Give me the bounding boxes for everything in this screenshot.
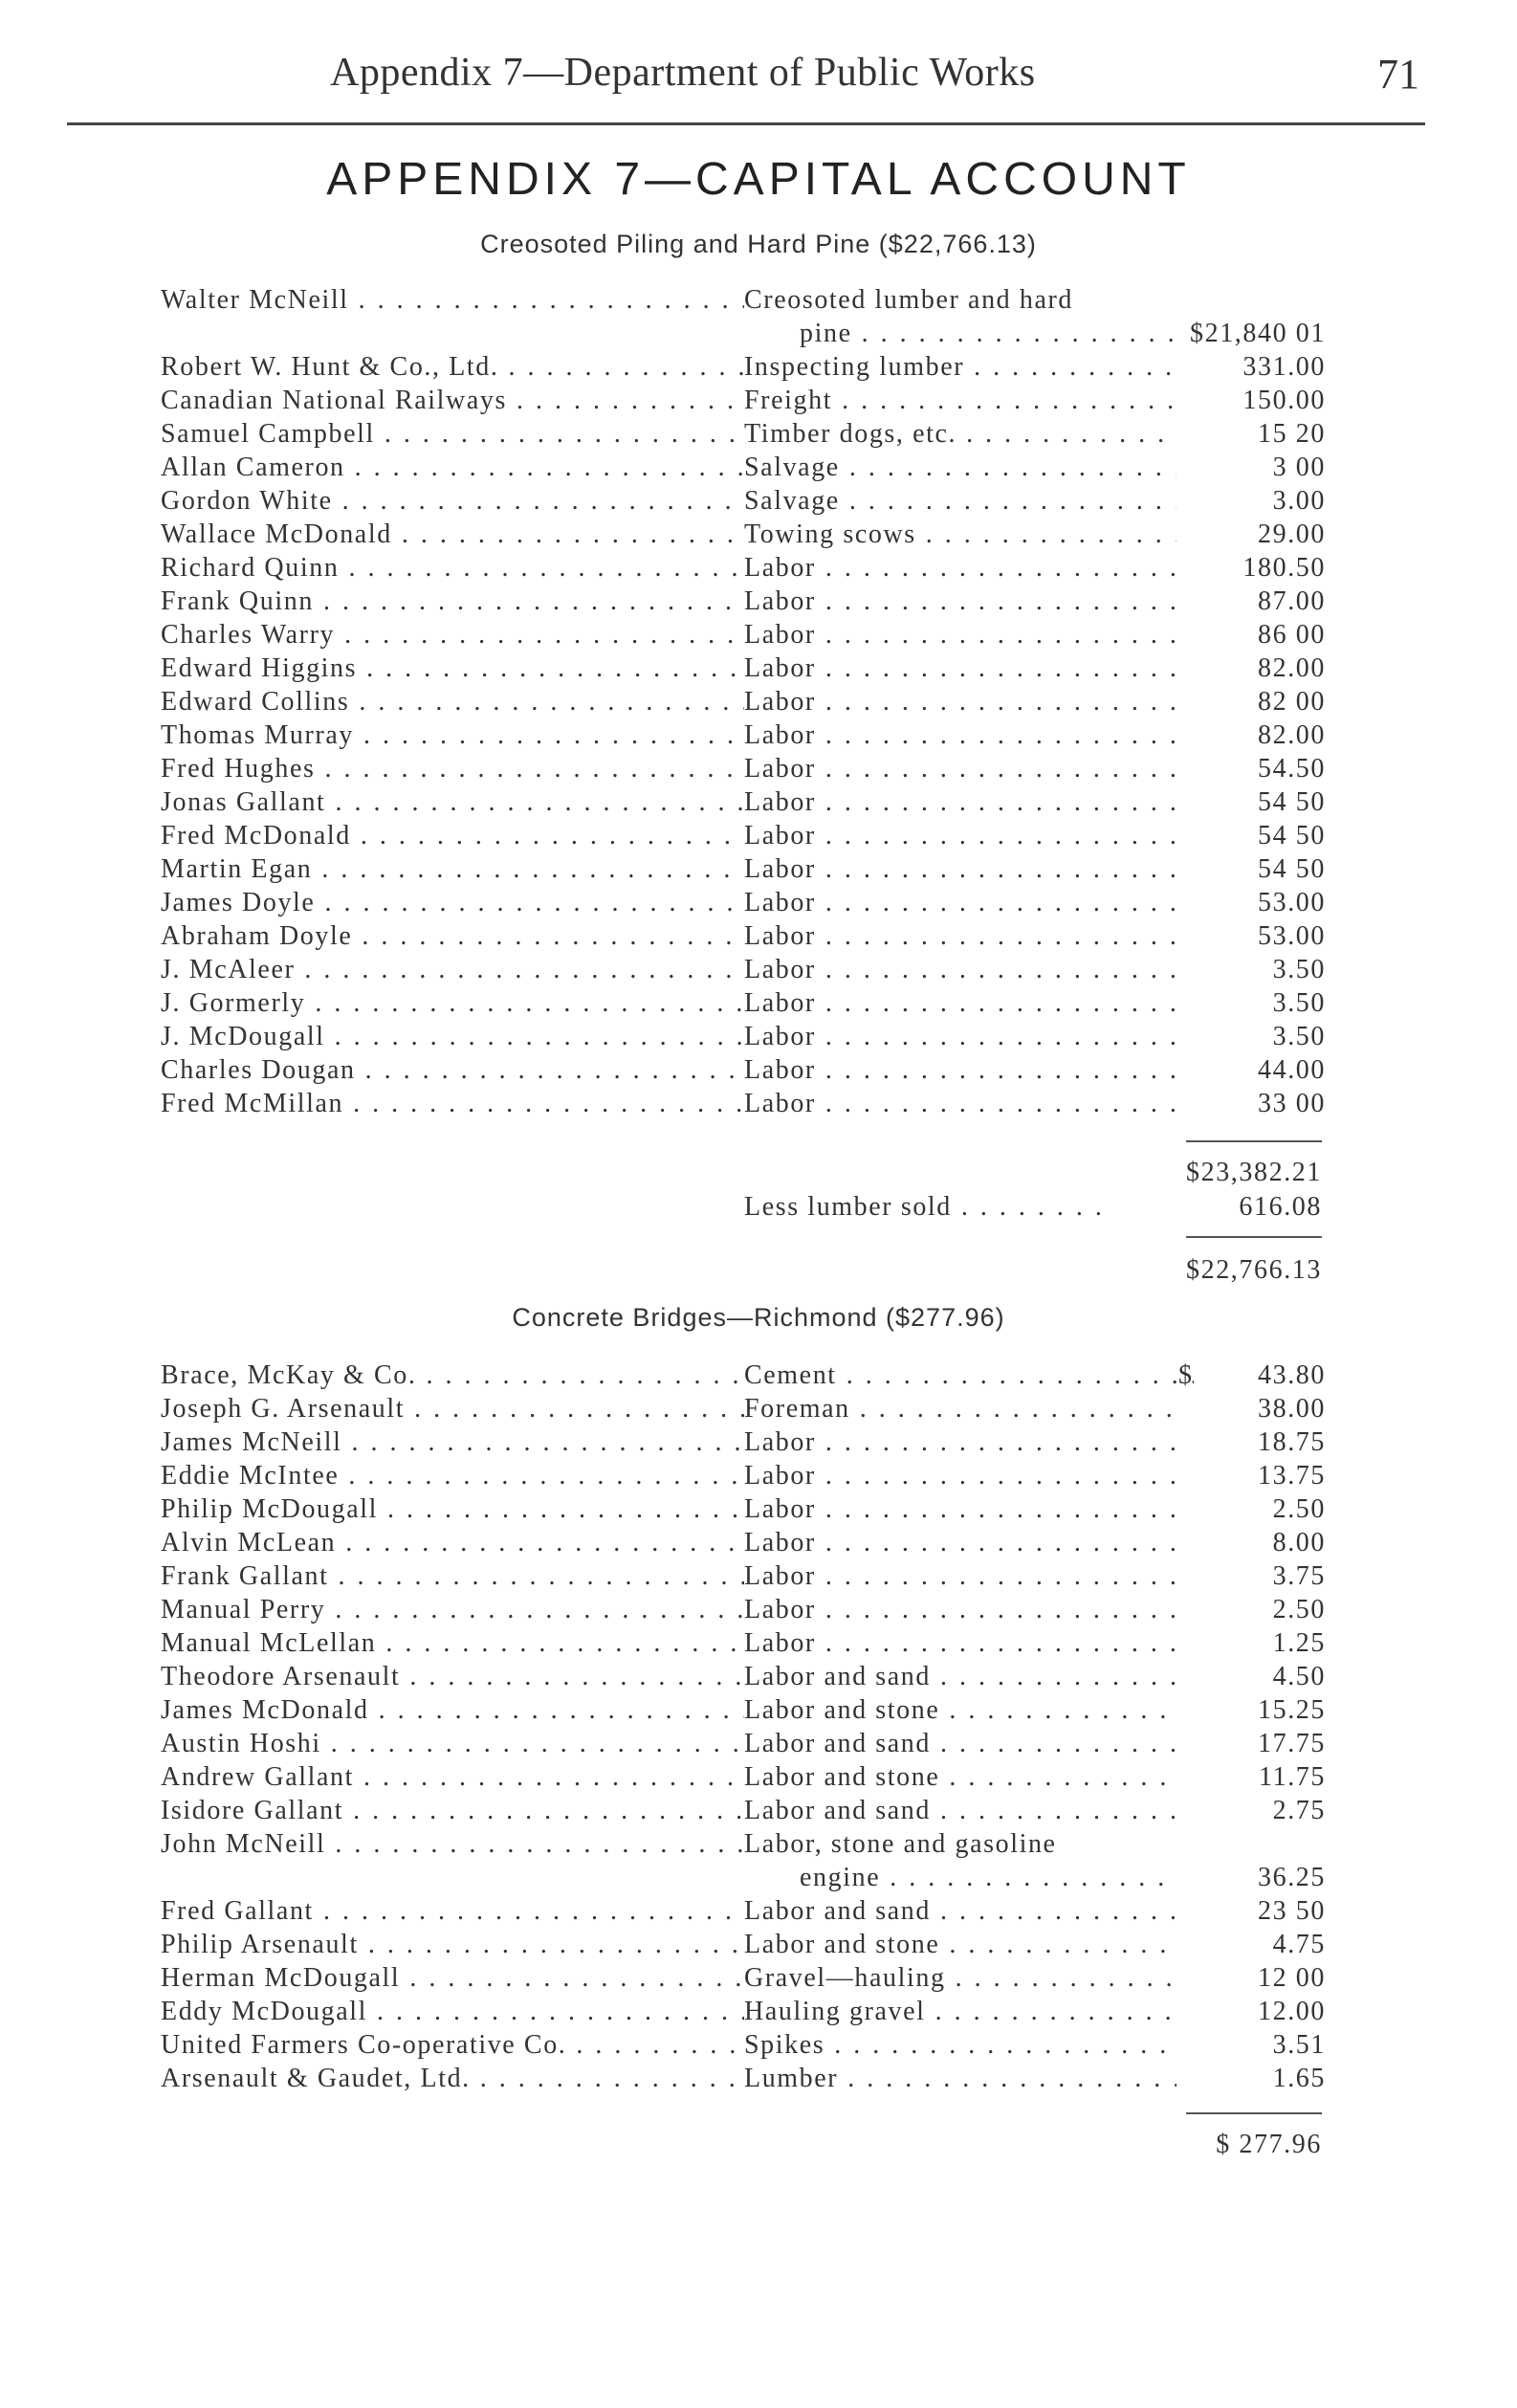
payee-name: Brace, McKay & Co. . . . bbox=[161, 1359, 744, 1392]
payee-name: Manual McLellan . . . bbox=[161, 1626, 744, 1660]
ledger-row bbox=[0, 417, 1517, 451]
item-description: Labor and stone . . . bbox=[744, 1760, 1194, 1794]
ledger-row bbox=[0, 1593, 1517, 1626]
item-description: Labor . . . bbox=[744, 1626, 1194, 1660]
ledger-concrete-bridges bbox=[0, 1359, 1517, 2095]
subtotal-rule bbox=[1186, 1140, 1322, 1142]
item-amount: 54 50 bbox=[1176, 819, 1326, 852]
item-amount: 82 00 bbox=[1176, 685, 1326, 718]
payee-name: Manual Perry . . . bbox=[161, 1593, 744, 1626]
payee-name: Fred McDonald . . . bbox=[161, 819, 744, 852]
item-description: Labor . . . bbox=[744, 685, 1194, 718]
item-description: Labor . . . bbox=[744, 919, 1194, 953]
item-description: Labor . . . bbox=[744, 551, 1194, 585]
item-amount: 54 50 bbox=[1176, 852, 1326, 886]
item-description: Timber dogs, etc. . . . bbox=[744, 417, 1194, 451]
item-amount: 180.50 bbox=[1176, 551, 1326, 585]
payee-name: United Farmers Co-operative Co. . . . bbox=[161, 2028, 744, 2062]
ledger-row bbox=[0, 1425, 1517, 1459]
ledger-row bbox=[0, 618, 1517, 652]
payee-name: Edward Higgins . . . bbox=[161, 652, 744, 685]
ledger-row bbox=[0, 484, 1517, 518]
item-amount: 54 50 bbox=[1176, 785, 1326, 819]
ledger-row bbox=[0, 1053, 1517, 1087]
payee-name: J. Gormerly . . . bbox=[161, 986, 744, 1020]
item-amount: $21,840 01 bbox=[1176, 317, 1326, 350]
ledger-row bbox=[0, 1995, 1517, 2028]
ledger-row bbox=[0, 1359, 1517, 1392]
item-description: Salvage . . . bbox=[744, 451, 1194, 484]
section-title-creosoted-piling: Creosoted Piling and Hard Pine ($22,766.13) bbox=[480, 230, 1037, 258]
item-amount: 38.00 bbox=[1176, 1392, 1326, 1425]
item-description: Freight . . . bbox=[744, 384, 1194, 417]
item-amount: 29.00 bbox=[1176, 518, 1326, 551]
item-description: Gravel—hauling . . . bbox=[744, 1961, 1194, 1995]
ledger-row bbox=[0, 1492, 1517, 1526]
payee-name: Alvin McLean . . . bbox=[161, 1526, 744, 1559]
payee-name: Herman McDougall . . . bbox=[161, 1961, 744, 1995]
section-title-concrete-bridges: Concrete Bridges—Richmond ($277.96) bbox=[512, 1303, 1005, 1332]
item-amount: 3.50 bbox=[1176, 953, 1326, 986]
ledger-row bbox=[0, 1827, 1517, 1861]
item-amount: 3.50 bbox=[1176, 1020, 1326, 1053]
payee-name: Eddie McIntee . . . bbox=[161, 1459, 744, 1492]
item-amount: 17.75 bbox=[1176, 1727, 1326, 1760]
item-description: Creosoted lumber and hard bbox=[744, 283, 1194, 317]
item-amount: 3.00 bbox=[1176, 484, 1326, 518]
payee-name: Richard Quinn . . . bbox=[161, 551, 744, 585]
dollar-sign: $ bbox=[1178, 1360, 1194, 1390]
item-amount: 331.00 bbox=[1176, 350, 1326, 384]
ledger-row bbox=[0, 852, 1517, 886]
payee-name: Martin Egan . . . bbox=[161, 852, 744, 886]
item-description: Labor, stone and gasoline bbox=[744, 1827, 1194, 1861]
ledger-row bbox=[0, 1087, 1517, 1120]
ledger-row bbox=[0, 283, 1517, 317]
item-description: Labor . . . bbox=[744, 785, 1194, 819]
item-description: Labor and sand . . . bbox=[744, 1894, 1194, 1928]
ledger-row bbox=[0, 718, 1517, 752]
ledger-row bbox=[0, 1894, 1517, 1928]
item-amount: 3.51 bbox=[1176, 2028, 1326, 2062]
ledger-row bbox=[0, 1928, 1517, 1961]
payee-name: Abraham Doyle . . . bbox=[161, 919, 744, 953]
payee-name: Eddy McDougall . . . bbox=[161, 1995, 744, 2028]
payee-name: Frank Gallant . . . bbox=[161, 1559, 744, 1593]
payee-name: Wallace McDonald . . . bbox=[161, 518, 744, 551]
payee-name: Theodore Arsenault . . . bbox=[161, 1660, 744, 1693]
ledger-row bbox=[0, 1760, 1517, 1794]
item-description: Labor . . . bbox=[744, 1459, 1194, 1492]
item-description: Hauling gravel . . . bbox=[744, 1995, 1194, 2028]
ledger-row bbox=[0, 1727, 1517, 1760]
item-description: Labor . . . bbox=[744, 852, 1194, 886]
payee-name: Philip Arsenault . . . bbox=[161, 1928, 744, 1961]
ledger-row bbox=[0, 384, 1517, 417]
less-lumber-label: Less lumber sold . . . bbox=[744, 1192, 1105, 1223]
ledger-row bbox=[0, 685, 1517, 718]
item-description: Inspecting lumber . . . bbox=[744, 350, 1194, 384]
payee-name: Canadian National Railways . . . bbox=[161, 384, 744, 417]
item-amount: 15.25 bbox=[1176, 1693, 1326, 1727]
item-description: Labor . . . bbox=[744, 1020, 1194, 1053]
page-number: 71 bbox=[1377, 51, 1419, 98]
payee-name: John McNeill . . . bbox=[161, 1827, 744, 1861]
ledger-row bbox=[0, 919, 1517, 953]
item-amount: 1.65 bbox=[1176, 2062, 1326, 2095]
item-description: Labor and stone . . . bbox=[744, 1693, 1194, 1727]
item-description: Labor . . . bbox=[744, 752, 1194, 785]
ledger-row bbox=[0, 585, 1517, 618]
item-amount: 12.00 bbox=[1176, 1995, 1326, 2028]
ledger-row bbox=[0, 451, 1517, 484]
ledger-row bbox=[0, 953, 1517, 986]
ledger-row bbox=[0, 1861, 1517, 1894]
payee-name: Walter McNeill . . . bbox=[161, 283, 744, 317]
ledger-creosoted-piling bbox=[0, 283, 1517, 1120]
payee-name: Edward Collins . . . bbox=[161, 685, 744, 718]
ledger-row bbox=[0, 1559, 1517, 1593]
less-lumber-amount: 616.08 bbox=[1186, 1192, 1322, 1223]
payee-name: Charles Warry . . . bbox=[161, 618, 744, 652]
ledger-row bbox=[0, 2028, 1517, 2062]
total-rule bbox=[1186, 1236, 1322, 1238]
ledger-row bbox=[0, 1526, 1517, 1559]
item-amount: 87.00 bbox=[1176, 585, 1326, 618]
ledger-row bbox=[0, 1794, 1517, 1827]
item-description: engine . . . bbox=[800, 1861, 1201, 1894]
section-total-amount: $22,766.13 bbox=[1186, 1255, 1322, 1285]
item-description: Salvage . . . bbox=[744, 484, 1194, 518]
ledger-row bbox=[0, 1392, 1517, 1425]
item-amount: 15 20 bbox=[1176, 417, 1326, 451]
payee-name: J. McAleer . . . bbox=[161, 953, 744, 986]
item-amount: 12 00 bbox=[1176, 1961, 1326, 1995]
item-amount: 53.00 bbox=[1176, 919, 1326, 953]
payee-name: James McDonald . . . bbox=[161, 1693, 744, 1727]
payee-name: Robert W. Hunt & Co., Ltd. . . . bbox=[161, 350, 744, 384]
item-amount: 11.75 bbox=[1176, 1760, 1326, 1794]
item-amount: 36.25 bbox=[1176, 1861, 1326, 1894]
final-total-amount: $ 277.96 bbox=[1216, 2130, 1322, 2159]
payee-name: Fred Hughes . . . bbox=[161, 752, 744, 785]
ledger-row bbox=[0, 652, 1517, 685]
item-description: Labor . . . bbox=[744, 1053, 1194, 1087]
running-head bbox=[0, 50, 1517, 107]
item-description: Labor . . . bbox=[744, 819, 1194, 852]
item-amount: 3 00 bbox=[1176, 451, 1326, 484]
payee-name: James Doyle . . . bbox=[161, 886, 744, 919]
payee-name: Samuel Campbell . . . bbox=[161, 417, 744, 451]
item-amount: 150.00 bbox=[1176, 384, 1326, 417]
ledger-row bbox=[0, 819, 1517, 852]
ledger-row bbox=[0, 1626, 1517, 1660]
payee-name: Joseph G. Arsenault . . . bbox=[161, 1392, 744, 1425]
item-amount: 3.75 bbox=[1176, 1559, 1326, 1593]
item-amount: 86 00 bbox=[1176, 618, 1326, 652]
item-description: Spikes . . . bbox=[744, 2028, 1194, 2062]
item-amount: 53.00 bbox=[1176, 886, 1326, 919]
payee-name: Jonas Gallant . . . bbox=[161, 785, 744, 819]
item-description: Labor . . . bbox=[744, 1492, 1194, 1526]
item-description: Labor . . . bbox=[744, 585, 1194, 618]
ledger-row bbox=[0, 1459, 1517, 1492]
item-description: Labor . . . bbox=[744, 1087, 1194, 1120]
payee-name: Andrew Gallant . . . bbox=[161, 1760, 744, 1794]
item-description: pine . . . bbox=[800, 317, 1201, 350]
header-rule bbox=[67, 122, 1425, 125]
item-description: Labor . . . bbox=[744, 986, 1194, 1020]
item-description: Labor and sand . . . bbox=[744, 1660, 1194, 1693]
item-amount: 4.75 bbox=[1176, 1928, 1326, 1961]
item-description: Labor . . . bbox=[744, 886, 1194, 919]
item-amount: 1.25 bbox=[1176, 1626, 1326, 1660]
payee-name: Isidore Gallant . . . bbox=[161, 1794, 744, 1827]
item-amount: 2.50 bbox=[1176, 1492, 1326, 1526]
ledger-row bbox=[0, 551, 1517, 585]
item-amount: 2.75 bbox=[1176, 1794, 1326, 1827]
ledger-row bbox=[0, 350, 1517, 384]
running-title: Appendix 7—Department of Public Works bbox=[330, 51, 1036, 95]
item-description: Labor . . . bbox=[744, 718, 1194, 752]
ledger-row bbox=[0, 317, 1517, 350]
ledger-row bbox=[0, 1693, 1517, 1727]
item-amount: 13.75 bbox=[1176, 1459, 1326, 1492]
ledger-row bbox=[0, 785, 1517, 819]
page-title: APPENDIX 7—CAPITAL ACCOUNT bbox=[326, 154, 1191, 205]
payee-name: Arsenault & Gaudet, Ltd. . . . bbox=[161, 2062, 744, 2095]
payee-name: Thomas Murray . . . bbox=[161, 718, 744, 752]
item-description: Towing scows . . . bbox=[744, 518, 1194, 551]
item-amount: 18.75 bbox=[1176, 1425, 1326, 1459]
final-total-rule bbox=[1186, 2112, 1322, 2114]
item-amount: 23 50 bbox=[1176, 1894, 1326, 1928]
ledger-row bbox=[0, 1020, 1517, 1053]
item-amount: 8.00 bbox=[1176, 1526, 1326, 1559]
payee-name: Frank Quinn . . . bbox=[161, 585, 744, 618]
payee-name: James McNeill . . . bbox=[161, 1425, 744, 1459]
item-amount: 44.00 bbox=[1176, 1053, 1326, 1087]
item-description: Cement . . . bbox=[744, 1359, 1194, 1392]
item-description: Labor . . . bbox=[744, 953, 1194, 986]
payee-name: Austin Hoshi . . . bbox=[161, 1727, 744, 1760]
ledger-row bbox=[0, 886, 1517, 919]
payee-name: Gordon White . . . bbox=[161, 484, 744, 518]
ledger-row bbox=[0, 518, 1517, 551]
item-description: Foreman . . . bbox=[744, 1392, 1194, 1425]
ledger-row bbox=[0, 986, 1517, 1020]
item-amount: 4.50 bbox=[1176, 1660, 1326, 1693]
item-description: Labor and stone . . . bbox=[744, 1928, 1194, 1961]
ledger-row bbox=[0, 752, 1517, 785]
item-amount: 82.00 bbox=[1176, 718, 1326, 752]
item-description: Labor . . . bbox=[744, 1559, 1194, 1593]
item-amount: 54.50 bbox=[1176, 752, 1326, 785]
item-amount: 3.50 bbox=[1176, 986, 1326, 1020]
item-description: Labor . . . bbox=[744, 652, 1194, 685]
payee-name: Allan Cameron . . . bbox=[161, 451, 744, 484]
payee-name: Fred Gallant . . . bbox=[161, 1894, 744, 1928]
ledger-row bbox=[0, 2062, 1517, 2095]
item-amount: 43.80 bbox=[1198, 1359, 1326, 1392]
payee-name: Charles Dougan . . . bbox=[161, 1053, 744, 1087]
item-description: Labor and sand . . . bbox=[744, 1727, 1194, 1760]
payee-name: J. McDougall . . . bbox=[161, 1020, 744, 1053]
ledger-row bbox=[0, 1961, 1517, 1995]
item-description: Labor . . . bbox=[744, 618, 1194, 652]
item-description: Labor . . . bbox=[744, 1425, 1194, 1459]
subtotal-amount: $23,382.21 bbox=[1186, 1158, 1322, 1187]
payee-name: Fred McMillan . . . bbox=[161, 1087, 744, 1120]
item-amount: 2.50 bbox=[1176, 1593, 1326, 1626]
item-description: Labor . . . bbox=[744, 1526, 1194, 1559]
item-description: Labor and sand . . . bbox=[744, 1794, 1194, 1827]
item-description: Labor . . . bbox=[744, 1593, 1194, 1626]
item-description: Lumber . . . bbox=[744, 2062, 1194, 2095]
payee-name: Philip McDougall . . . bbox=[161, 1492, 744, 1526]
ledger-row bbox=[0, 1660, 1517, 1693]
item-amount: 82.00 bbox=[1176, 652, 1326, 685]
item-amount: 33 00 bbox=[1176, 1087, 1326, 1120]
